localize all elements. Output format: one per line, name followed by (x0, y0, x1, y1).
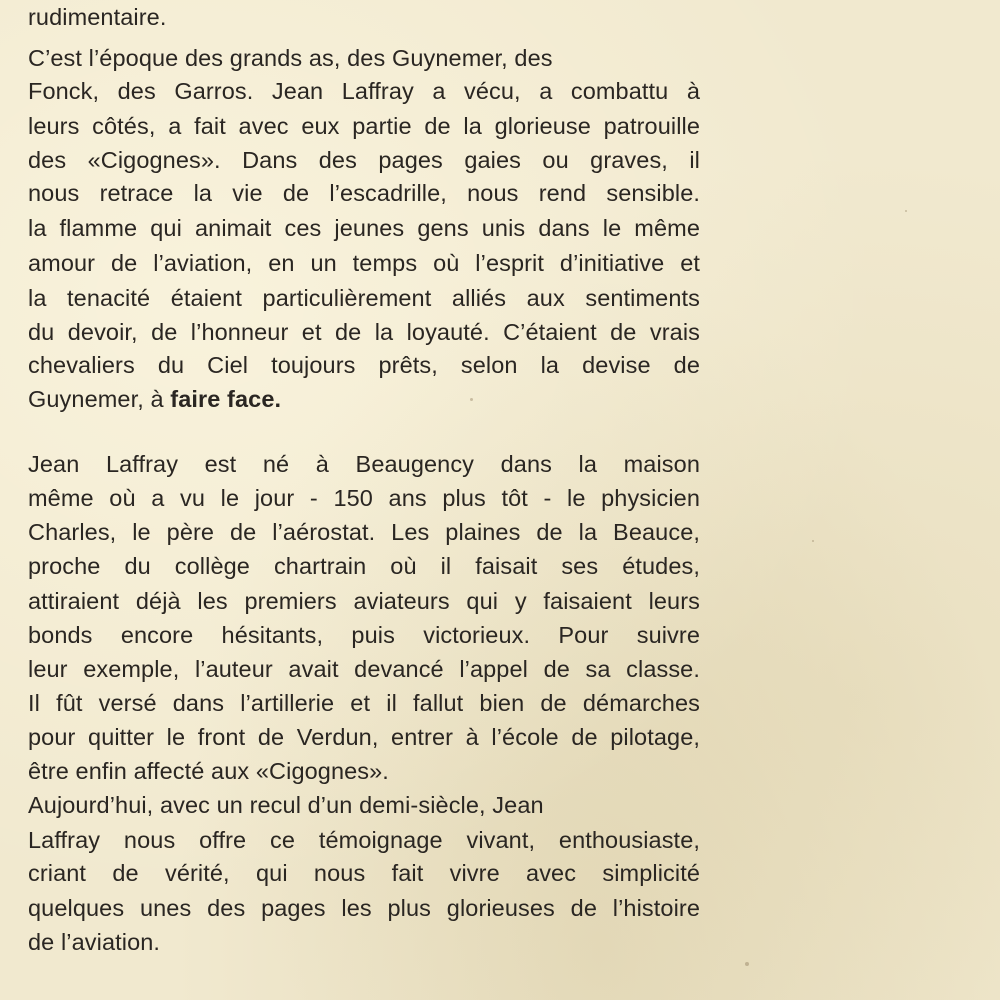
text-line: Fonck, des Garros. Jean Laffray a vécu, a combattu à (28, 78, 700, 104)
paper-speck (812, 540, 814, 542)
text-line: Charles, le père de l’aérostat. Les plaines de la Beauce, (28, 519, 700, 545)
text-line: la tenacité étaient particulièrement alliés aux sentiments (28, 285, 700, 311)
text-line: amour de l’aviation, en un temps où l’esprit d’initiative et (28, 250, 700, 276)
text-line: Jean Laffray est né à Beaugency dans la maison (28, 451, 700, 477)
text-line: la flamme qui animait ces jeunes gens unis dans le même (28, 215, 700, 241)
text-line: nous retrace la vie de l’escadrille, nous rend sensible. (28, 180, 700, 206)
text-line: pour quitter le front de Verdun, entrer à l’école de pilotage, (28, 724, 700, 750)
text-line-final (28, 384, 281, 414)
text-line: même où a vu le jour - 150 ans plus tôt - le physicien (28, 485, 700, 511)
text-line: des «Cigognes». Dans des pages gaies ou graves, il (28, 147, 700, 173)
text-line: du devoir, de l’honneur et de la loyauté. C’étaient de vrais (28, 319, 700, 345)
paper-speck (745, 962, 749, 966)
text-line: chevaliers du Ciel toujours prêts, selon la devise de (28, 352, 700, 378)
text-line: attiraient déjà les premiers aviateurs qui y faisaient leurs (28, 588, 700, 614)
text-line: Aujourd’hui, avec un recul d’un demi-siècle, Jean (28, 792, 544, 818)
text-line: de l’aviation. (28, 929, 161, 955)
text-line: quelques unes des pages les plus glorieuses de l’histoire (28, 895, 700, 921)
motto-bold-text: faire face. (170, 386, 282, 412)
text-line: C’est l’époque des grands as, des Guynemer, des (28, 45, 553, 71)
text-line: bonds encore hésitants, puis victorieux. Pour suivre (28, 622, 700, 648)
text-line: leurs côtés, a fait avec eux partie de la glorieuse patrouille (28, 113, 700, 139)
text-line-prefix: Guynemer, à (28, 386, 171, 412)
text-line: être enfin affecté aux «Cigognes». (28, 758, 389, 784)
text-line: proche du collège chartrain où il faisait ses études, (28, 553, 700, 579)
text-line: Il fût versé dans l’artillerie et il fallut bien de démarches (28, 690, 700, 716)
text-line: criant de vérité, qui nous fait vivre avec simplicité (28, 860, 700, 886)
text-line: leur exemple, l’auteur avait devancé l’appel de sa classe. (28, 656, 700, 682)
paper-speck (905, 210, 907, 212)
paper-speck (470, 398, 473, 401)
text-line: Laffray nous offre ce témoignage vivant, enthousiaste, (28, 827, 700, 853)
text-line: rudimentaire. (28, 4, 167, 30)
